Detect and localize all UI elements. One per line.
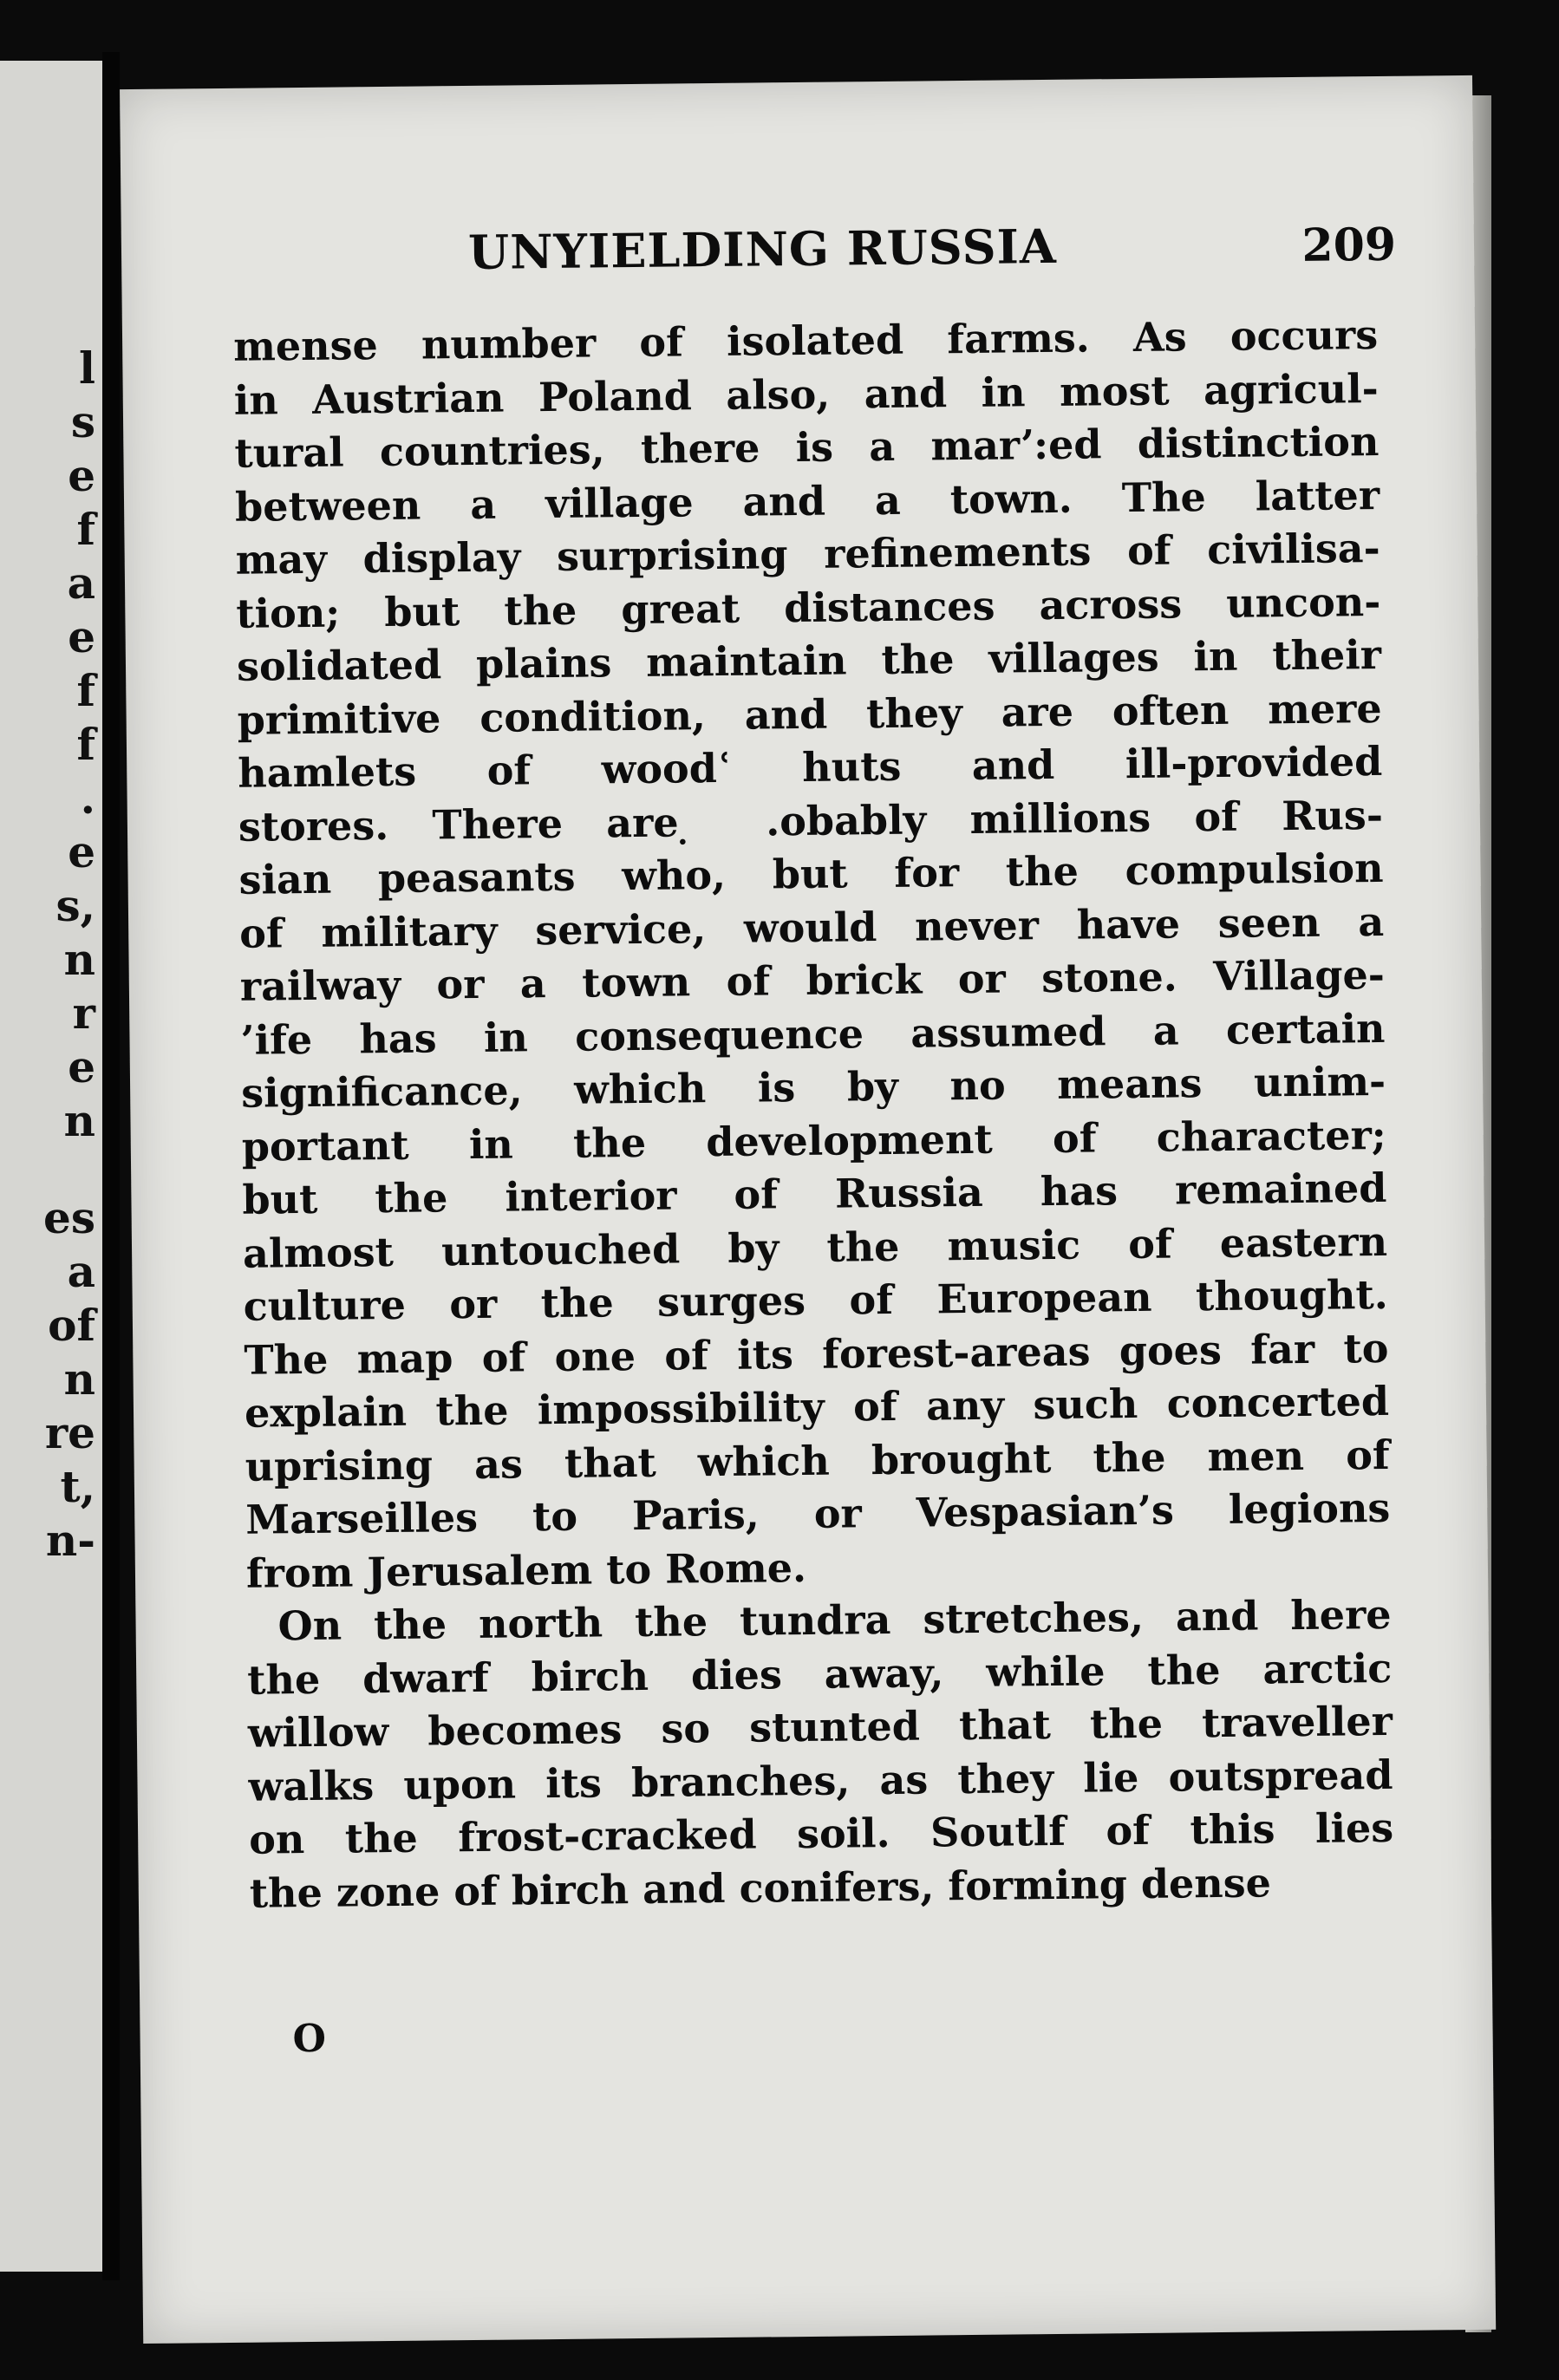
- facing-page-fragment: s: [70, 396, 95, 447]
- text-line: the zone of birch and conifers, forming dense: [249, 1858, 1272, 1917]
- text-line: significance, which is by no means unim-: [240, 1057, 1386, 1117]
- text-line: between a village and a town. The latter: [234, 471, 1380, 531]
- facing-page-fragment: n: [63, 1095, 95, 1146]
- facing-page-fragment: f: [76, 719, 95, 770]
- signature-mark: O: [292, 2016, 327, 2062]
- text-line: from Jerusalem to Rome.: [245, 1543, 807, 1597]
- facing-page-fragment: n: [63, 934, 95, 985]
- facing-page-fragment: l: [79, 342, 95, 394]
- text-line: hamlets of woodʿ huts and ill-provided: [238, 737, 1383, 797]
- text-line: mense number of isolated farms. As occurs: [232, 310, 1379, 370]
- text-line: stores. There are ̣ .obably millions of Rus-: [238, 791, 1384, 851]
- text-line: solidated plains maintain the villages in their: [236, 630, 1382, 690]
- text-line: sian peasants who, but for the compulsion: [238, 844, 1384, 903]
- text-line: willow becomes so stunted that the traveller: [247, 1697, 1393, 1757]
- text-line: walks upon its branches, as they lie outspread: [248, 1751, 1393, 1810]
- text-line: on the frost-cracked soil. Soutlf of this lies: [248, 1803, 1394, 1863]
- page-header: [468, 215, 1397, 303]
- facing-page-fragment: .: [80, 773, 95, 824]
- text-line: in Austrian Poland also, and in most agricul-: [233, 364, 1380, 424]
- text-line: explain the impossibility of any such concerted: [244, 1377, 1390, 1437]
- facing-page-fragment: n-: [45, 1515, 95, 1566]
- facing-page-fragment: e: [68, 611, 95, 662]
- text-line: but the interior of Russia has remained: [242, 1164, 1387, 1223]
- facing-page-fragment: n: [63, 1353, 95, 1405]
- text-line: may display surprising refinements of civilisa-: [235, 524, 1380, 584]
- text-line: tural countries, there is a marʼ:ed distinction: [234, 417, 1380, 477]
- facing-page-fragment: e: [68, 450, 95, 501]
- text-line: portant in the development of character;: [241, 1111, 1387, 1170]
- running-head: UNYIELDING RUSSIA: [467, 218, 1058, 280]
- text-line: almost untouched by the music of eastern: [242, 1217, 1388, 1277]
- text-line: Marseilles to Paris, or Vespasian’s legions: [245, 1483, 1391, 1543]
- facing-page-fragment: e: [68, 826, 95, 877]
- text-line: On the north the tundra stretches, and here: [277, 1590, 1392, 1650]
- text-line: the dwarf birch dies away, while the arctic: [246, 1644, 1393, 1704]
- facing-page-fragment: f: [76, 665, 95, 716]
- facing-page-fragment: r: [72, 988, 95, 1039]
- facing-page-fragment: t,: [60, 1461, 95, 1512]
- text-line: The map of one of its forest-areas goes far to: [244, 1324, 1389, 1384]
- facing-page-fragment: of: [48, 1300, 95, 1351]
- text-line: culture or the surges of European thought.: [243, 1270, 1388, 1330]
- text-line: uprising as that which brought the men of: [245, 1431, 1390, 1490]
- text-line: tion; but the great distances across uncon-: [236, 577, 1381, 637]
- facing-page-fragment: es: [43, 1192, 95, 1243]
- text-line: of military service, would never have seen a: [238, 897, 1385, 957]
- facing-page-fragment: re: [44, 1407, 95, 1458]
- facing-page-fragment: s,: [55, 880, 95, 931]
- facing-page-edge: [0, 61, 102, 2272]
- page-number: 209: [1301, 218, 1397, 272]
- body-text: [233, 309, 1394, 1920]
- facing-page-fragment: f: [76, 504, 95, 555]
- facing-page-fragment: a: [67, 558, 95, 609]
- text-line: ’ife has in consequence assumed a certain: [240, 1004, 1386, 1064]
- text-line: railway or a town of brick or stone. Village-: [239, 950, 1386, 1010]
- text-line: primitive condition, and they are often mere: [237, 684, 1382, 744]
- facing-page-fragment: e: [68, 1041, 95, 1092]
- book-page: [120, 75, 1496, 2344]
- facing-page-fragment: a: [67, 1246, 95, 1297]
- book-gutter: [102, 52, 120, 2280]
